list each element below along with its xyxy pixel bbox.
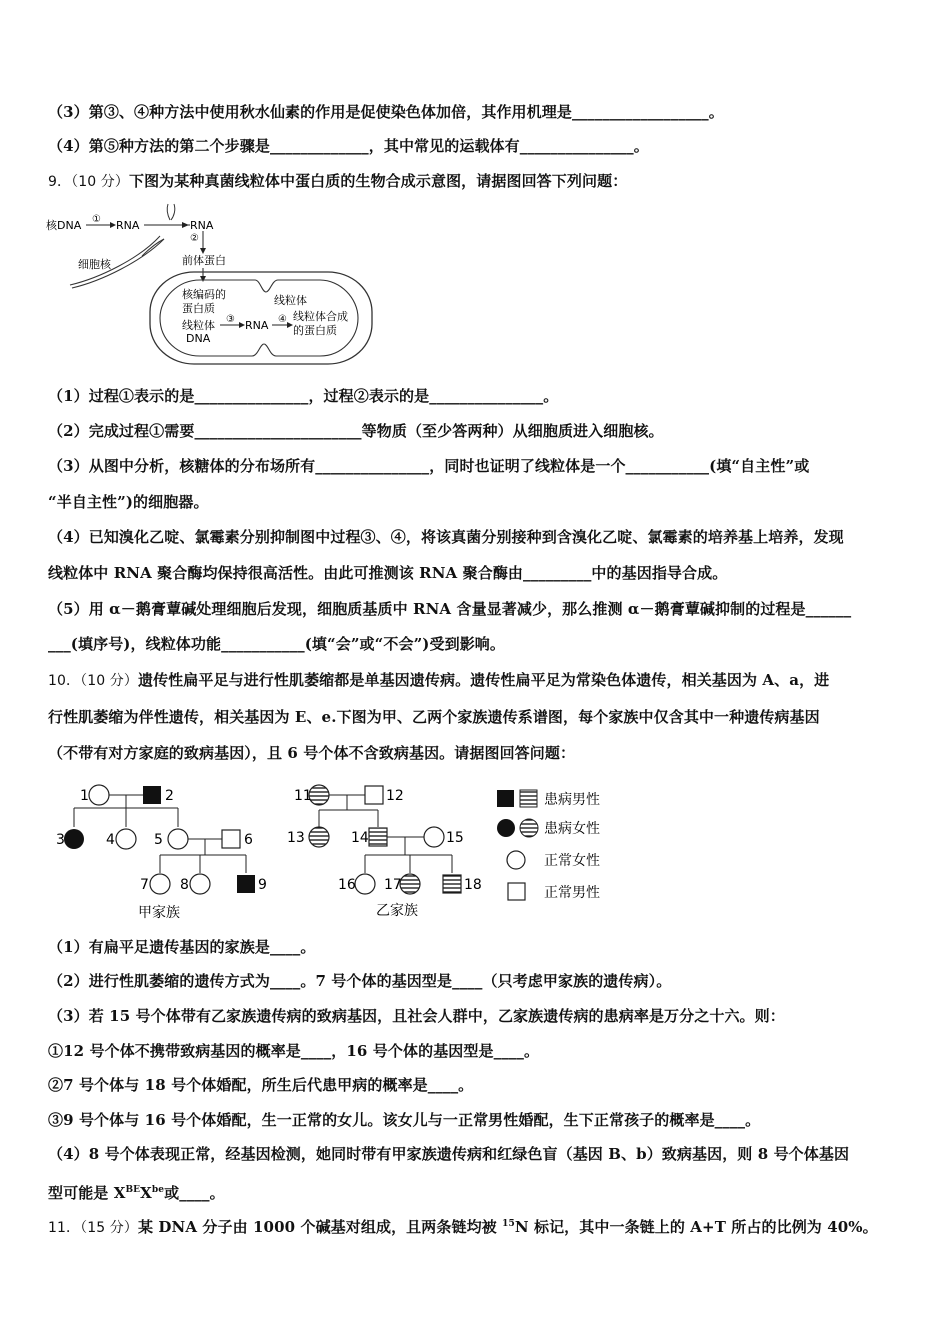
- individual-9: [237, 875, 255, 893]
- q9-part3-b: “半自主性”)的细胞器。: [48, 493, 209, 511]
- id-3: 3: [56, 832, 65, 848]
- id-6: 6: [244, 832, 253, 848]
- q10-part3-1: ①12 号个体不携带致病基因的概率是____，16 号个体的基因型是____。: [48, 1042, 540, 1060]
- q10-genotype-sup1: BE: [125, 1185, 141, 1195]
- q11-isotope-sup: 15: [502, 1219, 515, 1229]
- legend-affected-female-solid: [497, 819, 515, 837]
- q10-stem-2: 行性肌萎缩为伴性遗传，相关基因为 E、e.下图为甲、乙两个家族遗传系谱图，每个家族中仅含其中一种遗传病基因: [48, 708, 820, 726]
- pedigree-chart: [50, 775, 620, 923]
- id-15: 15: [446, 830, 464, 846]
- label-mito-protein-1: 线粒体合成: [293, 310, 348, 323]
- label-step4: ④: [278, 314, 287, 325]
- id-9: 9: [258, 877, 267, 893]
- family-jia: [56, 785, 267, 921]
- individual-17: [400, 874, 420, 894]
- q10-part3: （3）若 15 号个体带有乙家族遗传病的致病基因，且社会人群中，乙家族遗传病的患病率是万分之十六。则：: [48, 1007, 785, 1025]
- q11-number: 11．（15 分）: [48, 1220, 138, 1236]
- legend-affected-male-solid: [497, 790, 514, 807]
- q10-part4-a: （4）8 号个体表现正常，经基因检测，她同时带有甲家族遗传病和红绿色盲（基因 B、b）致病基因，则 8 号个体基因: [48, 1145, 850, 1163]
- legend-normal-female: [507, 851, 525, 869]
- label-mitochondrion: 线粒体: [274, 294, 307, 307]
- q9-part3-a: （3）从图中分析，核糖体的分布场所有_______________，同时也证明了线粒体是一个___________(填“自主性”或: [48, 457, 810, 475]
- id-8: 8: [180, 877, 189, 893]
- q9-part5-b: ___(填序号)，线粒体功能___________(填“会”或“不会”)受到影响。: [48, 635, 506, 653]
- label-mito-dna-2: DNA: [186, 332, 211, 345]
- id-13: 13: [287, 830, 305, 846]
- id-17: 17: [384, 877, 402, 893]
- q11-text-pre: 某 DNA 分子由 1000 个碱基对组成，且两条链均被: [137, 1218, 503, 1236]
- q9-part4-b: 线粒体中 RNA 聚合酶均保持很高活性。由此可推测该 RNA 聚合酶由_________中的基因指导合成。: [48, 564, 728, 582]
- q10-part3-2: ②7 号个体与 18 号个体婚配，所生后代患甲病的概率是____。: [48, 1076, 474, 1094]
- q9-part5-a: （5）用 α－鹅膏蕈碱处理细胞后发现，细胞质基质中 RNA 含量显著减少，那么推测 α－鹅膏蕈碱抑制的过程是______: [48, 600, 852, 618]
- individual-7: [150, 874, 170, 894]
- label-step2: ②: [190, 233, 199, 244]
- id-16: 16: [338, 877, 356, 893]
- label-rna-2: RNA: [190, 219, 214, 232]
- q9-part1: （1）过程①表示的是_______________，过程②表示的是_______________。: [48, 387, 559, 405]
- label-step3: ③: [226, 314, 235, 325]
- individual-1: [89, 785, 109, 805]
- q10-genotype-pre: 型可能是 X: [48, 1184, 126, 1202]
- individual-3: [64, 829, 84, 849]
- q10-genotype-mid: X: [140, 1184, 152, 1202]
- label-mito-dna-1: 线粒体: [182, 319, 215, 332]
- q10-part2: （2）进行性肌萎缩的遗传方式为____。7 号个体的基因型是____（只考虑甲家族的遗传病）。: [48, 972, 672, 990]
- q9-part2: （2）完成过程①需要______________________等物质（至少答两种）从细胞质进入细胞核。: [48, 422, 664, 440]
- individual-13: [309, 827, 329, 847]
- q11-text-post: N 标记，其中一条链上的 A+T 所占的比例为 40%。: [514, 1218, 878, 1236]
- legend-normal-female-label: 正常女性: [544, 853, 600, 869]
- individual-12: [365, 786, 383, 804]
- q10-genotype-sup2: be: [151, 1185, 165, 1195]
- label-precursor-protein: 前体蛋白: [182, 254, 226, 267]
- q10-number: 10．（10 分）: [48, 673, 138, 689]
- individual-4: [116, 829, 136, 849]
- label-nucleus: 细胞核: [78, 258, 111, 271]
- q10-part3-3: ③9 号个体与 16 号个体婚配，生一正常的女儿。该女儿与一正常男性婚配，生下正常孩子的概率是____。: [48, 1111, 761, 1129]
- label-step1: ①: [92, 214, 101, 225]
- legend-affected-female-label: 患病女性: [544, 821, 600, 837]
- individual-16: [355, 874, 375, 894]
- label-rna-1: RNA: [116, 219, 140, 232]
- family-jia-label: 甲家族: [138, 905, 180, 921]
- id-7: 7: [140, 877, 149, 893]
- id-11: 11: [294, 788, 312, 804]
- id-12: 12: [386, 788, 404, 804]
- label-nuc-encoded-1: 核编码的: [182, 288, 226, 301]
- id-5: 5: [154, 832, 163, 848]
- mito-protein-synthesis-diagram: [40, 198, 380, 368]
- individual-2: [143, 786, 161, 804]
- legend-normal-male: [508, 883, 525, 900]
- q9-text: 下图为某种真菌线粒体中蛋白质的生物合成示意图，请据图回答下列问题：: [128, 172, 628, 190]
- q9-number: 9．（10 分）: [48, 174, 129, 190]
- id-14: 14: [351, 830, 369, 846]
- legend-affected-male-label: 患病男性: [544, 792, 600, 808]
- legend-affected-female-striped: [520, 819, 538, 837]
- individual-5: [168, 829, 188, 849]
- individual-14: [369, 828, 387, 846]
- individual-8: [190, 874, 210, 894]
- label-nuc-dna: 核DNA: [46, 219, 82, 232]
- family-yi: [287, 785, 482, 919]
- label-nuc-encoded-2: 蛋白质: [182, 302, 215, 315]
- q9-part4-a: （4）已知溴化乙啶、氯霉素分别抑制图中过程③、④，将该真菌分别接种到含溴化乙啶、氯霉素的培养基上培养，发现: [48, 528, 844, 546]
- id-1: 1: [80, 788, 89, 804]
- individual-18: [443, 875, 461, 893]
- family-yi-label: 乙家族: [376, 903, 418, 919]
- legend-normal-male-label: 正常男性: [544, 885, 600, 901]
- id-18: 18: [464, 877, 482, 893]
- individual-15: [424, 827, 444, 847]
- q10-genotype-post: 或____。: [164, 1184, 225, 1202]
- q10-stem-3: （不带有对方家庭的致病基因），且 6 号个体不含致病基因。请据图回答问题：: [48, 744, 576, 762]
- individual-6: [222, 830, 240, 848]
- q9-stem: [48, 171, 918, 192]
- label-rna-3: RNA: [245, 319, 269, 332]
- q10-part4-b: [48, 1180, 918, 1203]
- id-4: 4: [106, 832, 115, 848]
- individual-11: [309, 785, 329, 805]
- pedigree-legend: [497, 790, 600, 901]
- q10-text: 遗传性扁平足与进行性肌萎缩都是单基因遗传病。遗传性扁平足为常染色体遗传，相关基因为 A、a，进: [137, 671, 830, 689]
- legend-affected-male-striped: [520, 790, 537, 807]
- label-mito-protein-2: 的蛋白质: [293, 324, 337, 337]
- q10-part1: （1）有扁平足遗传基因的家族是____。: [48, 938, 316, 956]
- q10-stem-1: [48, 670, 918, 691]
- q11-stem: [48, 1214, 918, 1238]
- q8-part4: （4）第⑤种方法的第二个步骤是_____________，其中常见的运载体有_______________。: [48, 137, 649, 155]
- q8-part3: （3）第③、④种方法中使用秋水仙素的作用是促使染色体加倍，其作用机理是__________________。: [48, 103, 724, 121]
- id-2: 2: [165, 788, 174, 804]
